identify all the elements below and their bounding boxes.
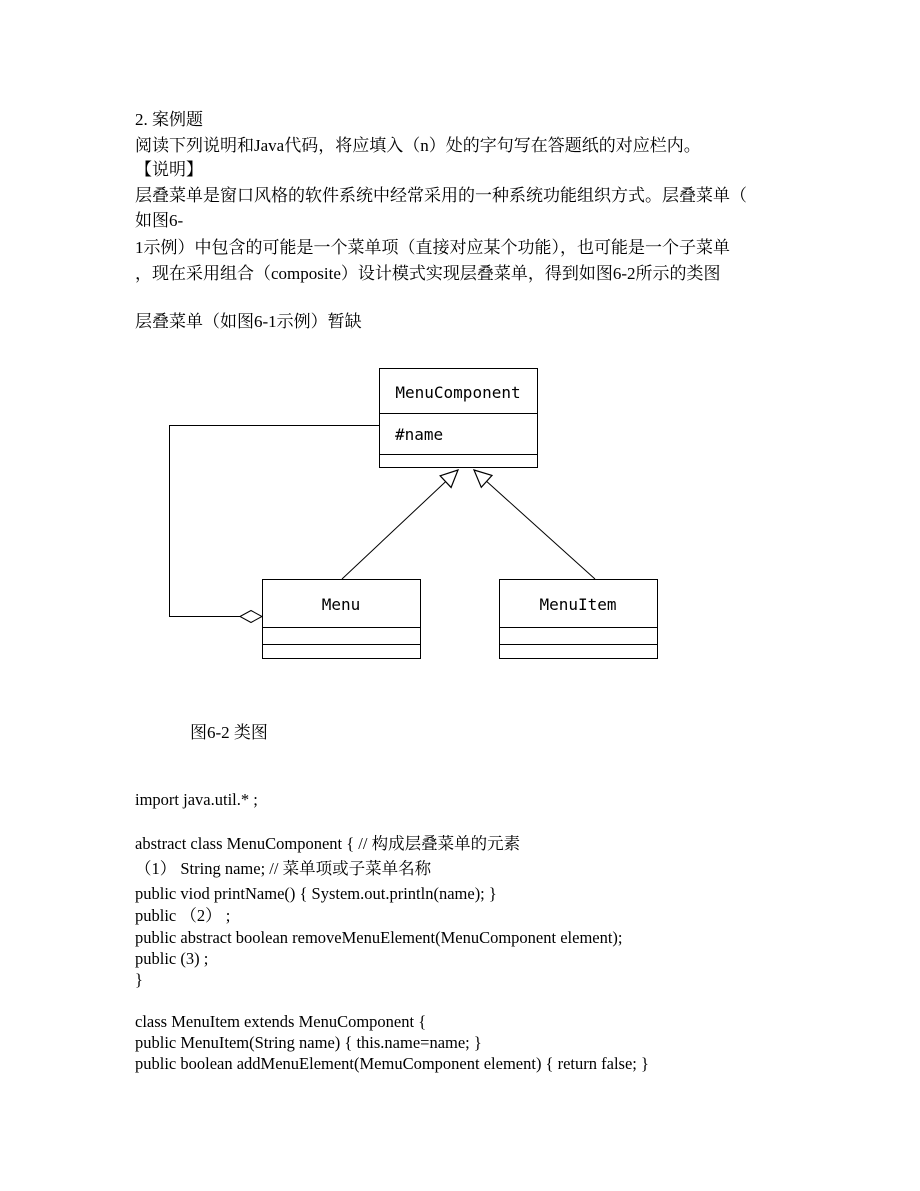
code-line: （1） String name; // 菜单项或子菜单名称 xyxy=(135,859,432,878)
code-line: public abstract boolean removeMenuElement(MenuComponent element); xyxy=(135,928,623,947)
code-line: public MenuItem(String name) { this.name=name; } xyxy=(135,1033,482,1052)
code-line: public (3) ; xyxy=(135,949,209,968)
code-line: abstract class MenuComponent { // 构成层叠菜单的元素 xyxy=(135,834,521,853)
menu-class-box xyxy=(263,580,421,659)
code-line: public （2） ; xyxy=(135,906,231,925)
menucomponent-attribute: #name xyxy=(395,425,444,444)
instruction-text: 阅读下列说明和Java代码，将应填入（n）处的字句写在答题纸的对应栏内。 xyxy=(135,136,701,155)
menuitem-inheritance-arrow xyxy=(474,470,595,579)
description-line-1: 层叠菜单是窗口风格的软件系统中经常采用的一种系统功能组织方式。层叠菜单（ xyxy=(135,186,747,205)
code-line: import java.util.* ; xyxy=(135,790,258,809)
code-line: class MenuItem extends MenuComponent { xyxy=(135,1012,427,1031)
question-heading: 2. 案例题 xyxy=(135,110,203,129)
code-line: } xyxy=(135,970,143,989)
menuitem-class-box xyxy=(500,580,658,659)
menucomponent-class-box xyxy=(380,369,538,468)
code-line: public boolean addMenuElement(MemuComponent element) { return false; } xyxy=(135,1054,649,1073)
description-line-2: 如图6- xyxy=(135,211,184,230)
aggregation-diamond xyxy=(240,611,262,623)
description-line-3: 1示例）中包含的可能是一个菜单项（直接对应某个功能），也可能是一个子菜单 xyxy=(135,238,730,257)
code-line: public viod printName() { System.out.println(name); } xyxy=(135,884,497,903)
figure-caption: 图6-2 类图 xyxy=(190,723,268,742)
menucomponent-class-name: MenuComponent xyxy=(395,383,521,402)
figure-missing-note: 层叠菜单（如图6-1示例）暂缺 xyxy=(135,312,362,331)
menuitem-class-name: MenuItem xyxy=(539,595,617,614)
menu-class-name: Menu xyxy=(321,595,361,614)
section-label: 【说明】 xyxy=(135,160,203,179)
description-line-4: ，现在采用组合（composite）设计模式实现层叠菜单，得到如图6-2所示的类图 xyxy=(135,264,721,283)
menu-inheritance-arrow xyxy=(342,470,458,579)
